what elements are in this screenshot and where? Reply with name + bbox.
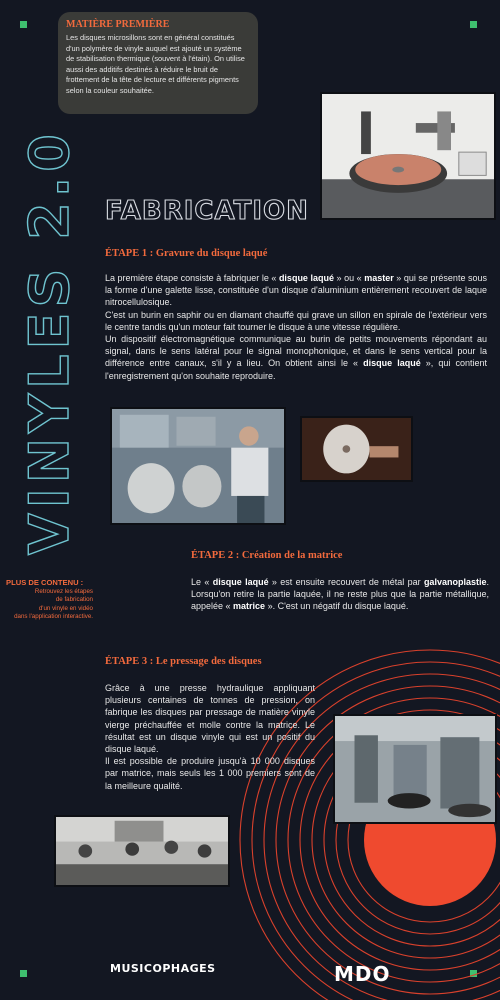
step2-text: Le « disque laqué » est ensuite recouvert de métal par galvanoplastie. Lorsqu'on retire la partie laquée, il ne reste plus que la partie métallique, appelée « matrice ». C'est un négatif du disque laqué. <box>191 577 489 612</box>
step1-paragraph-3: Un dispositif électromagnétique communique au burin de petits mouvements répondant au signal, dans le sens latéral pour le signal monophonique, et dans le sens vertical pour la différence entre canaux, s'il y a lieu. On obtient ainsi le « disque laqué », qui contient l'enregistrement qu'on souhaite reproduire. <box>105 334 487 381</box>
photo-workshop <box>110 407 286 525</box>
raw-material-text: Les disques microsillons sont en général constitués d'un polymère de vinyle auquel est ajouté un système de stabilisation thermique (souvent à l'étain). On utilise aussi des additifs destinés à réduire le bruit de frottement de la tête de lecture et différents pigments selon la couleur souhaitée. <box>66 33 245 95</box>
photo-lathe <box>320 92 496 220</box>
vertical-title: VINYLES 2.0 <box>18 129 81 555</box>
step1-text <box>105 272 487 382</box>
photo-lacquer-disc <box>300 416 413 482</box>
step3-title: ÉTAPE 3 : Le pressage des disques <box>105 656 262 667</box>
step1-paragraph-2: C'est un burin en saphir ou en diamant chauffé qui grave un sillon en spirale de l'extérieur vers le centre tandis qu'un moteur fait tourner le disque à une vitesse régulière. <box>105 309 487 332</box>
step2-title: ÉTAPE 2 : Création de la matrice <box>191 550 343 561</box>
step3-text <box>105 682 315 792</box>
step1-title: ÉTAPE 1 : Gravure du disque laqué <box>105 248 268 259</box>
photo-press <box>333 714 497 824</box>
step3-paragraph-2: Il est possible de produire jusqu'à 10 000 disques par matrice, mais seuls les 1 000 premiers sont de la meilleure qualité. <box>105 756 315 791</box>
step1-paragraph-1: La première étape consiste à fabriquer le « disque laqué » ou « master » qui se présente sous la forme d'une galette lisse, constituée d'un disque d'aluminium entièrement recouvert de laque nitrocellulosique. <box>105 273 488 308</box>
section-heading: FABRICATION <box>105 196 309 226</box>
more-content-text: Retrouvez les étapes de fabrication d'un vinyle en vidéo dans l'application interactive. <box>14 588 93 621</box>
mdo-logo: MDO <box>334 962 391 986</box>
more-content-title: PLUS DE CONTENU : <box>6 578 84 587</box>
musicophages-logo: MUSICOPHAGES <box>110 962 216 975</box>
step3-paragraph-1: Grâce à une presse hydraulique appliquant plusieurs centaines de tonnes de pression, on fabrique les disques par pressage de matière vinyle vierge préchauffée et molle contre la matrice. Le résultat est un disque vinyle qui est un positif du disque laqué. <box>105 683 315 755</box>
raw-material-card <box>58 12 258 114</box>
photo-workers <box>54 815 230 887</box>
raw-material-title: MATIÈRE PREMIÈRE <box>66 19 170 30</box>
